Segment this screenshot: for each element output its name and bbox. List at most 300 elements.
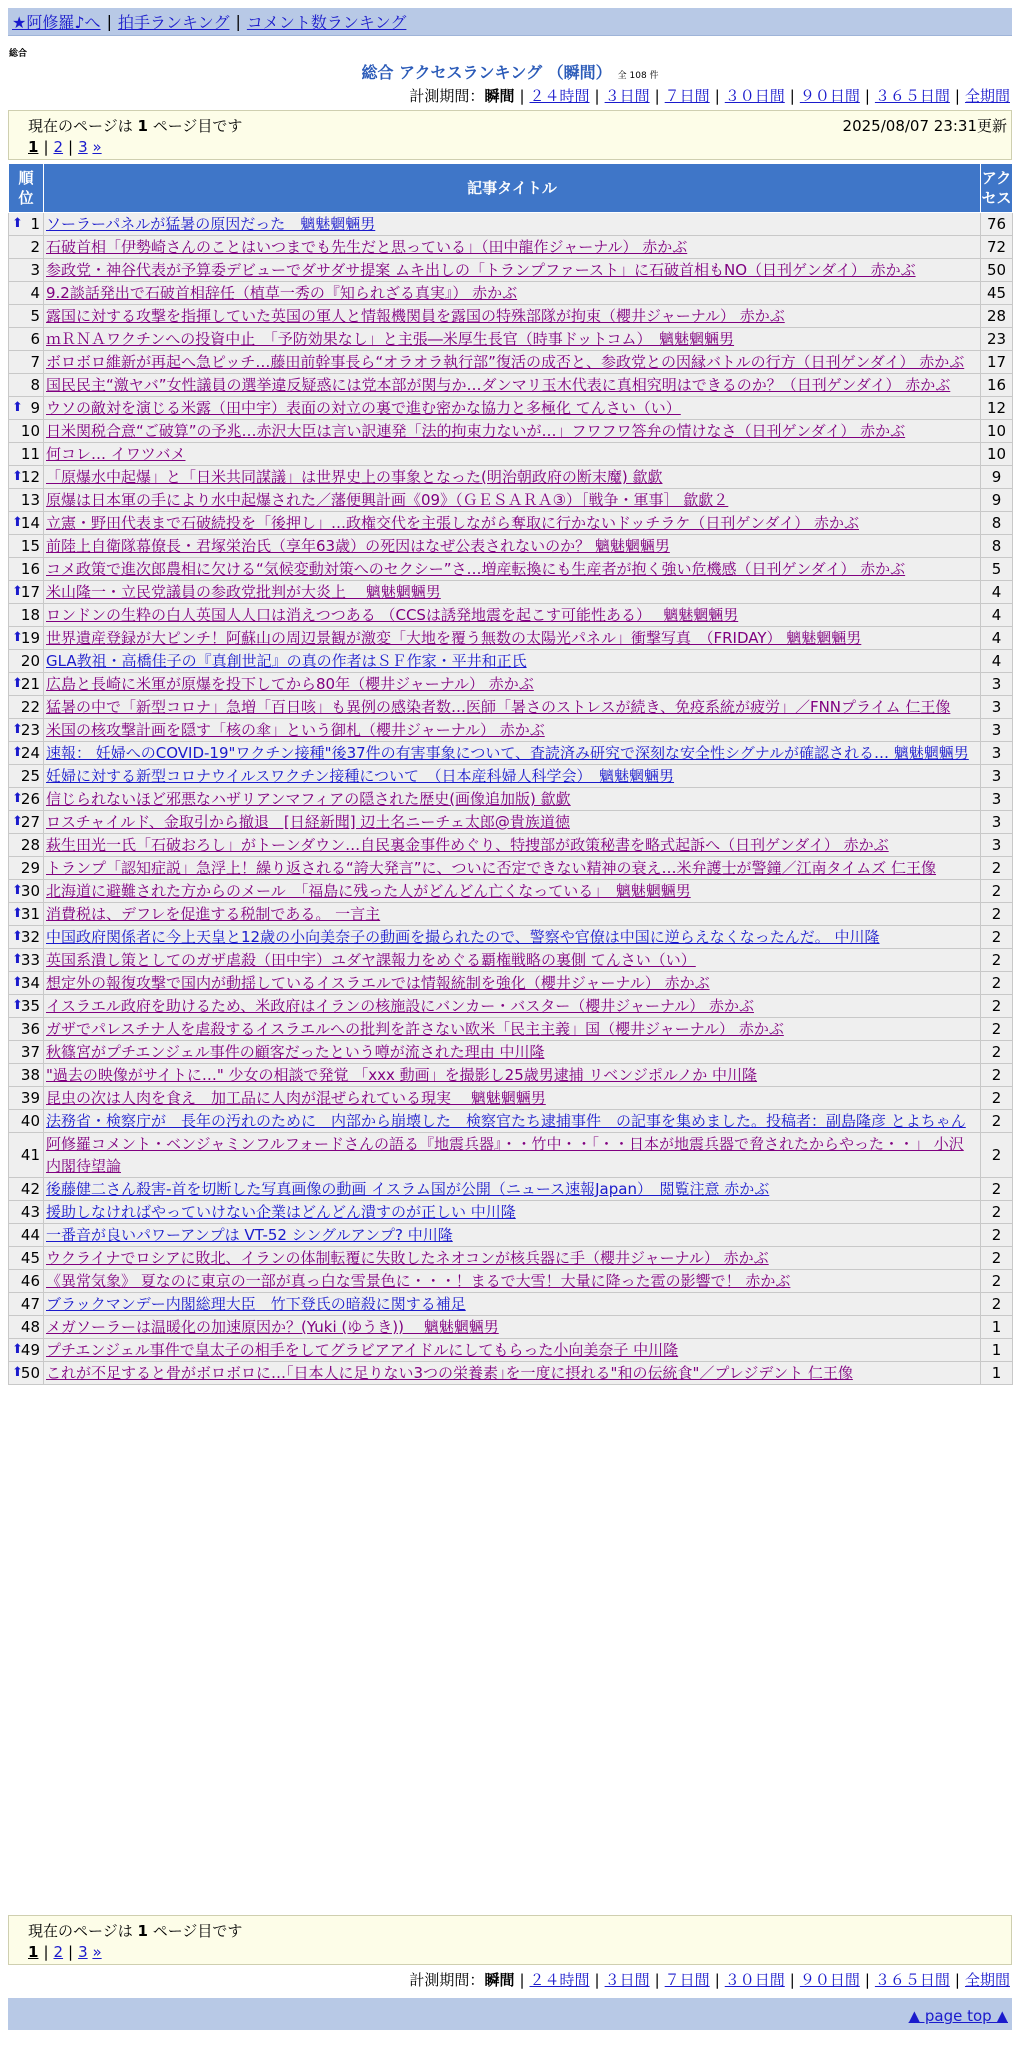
article-link[interactable]: これが不足すると骨がボロボロに…｢日本人に足りない3つの栄養素｣を一度に摂れる"和の伝統食"／プレジデント 仁王像 <box>46 1364 853 1382</box>
title-cell <box>44 765 981 788</box>
title-cell <box>44 834 981 857</box>
up-arrow-icon: ⬆ <box>12 883 23 898</box>
article-link[interactable]: 秋篠宮がプチエンジェル事件の顧客だったという噂が流された理由 中川隆 <box>46 1043 545 1061</box>
title-cell <box>44 558 981 581</box>
access-count: 2 <box>981 926 1013 949</box>
rank-number: 13 <box>20 491 40 509</box>
title-cell <box>44 328 981 351</box>
title-cell <box>44 972 981 995</box>
up-arrow-icon: ⬆ <box>12 584 23 599</box>
rank-number: 46 <box>20 1272 40 1290</box>
article-link[interactable]: メガソーラーは温暖化の加速原因か？(Yuki (ゆうき)) 魑魅魍魎男 <box>46 1318 499 1336</box>
title-cell <box>44 1110 981 1133</box>
article-link[interactable]: 消費税は、デフレを促進する税制である。 一言主 <box>46 905 381 923</box>
title-cell <box>44 466 981 489</box>
article-link[interactable]: 想定外の報復攻撃で国内が動揺しているイスラエルでは情報統制を強化（櫻井ジャーナル） 赤かぶ <box>46 974 710 992</box>
article-link[interactable]: 日米関税合意“ご破算”の予兆…赤沢大臣は言い訳連発「法的拘束力ないが…」フワフワ答弁の情けなさ（日刊ゲンダイ） 赤かぶ <box>46 422 906 440</box>
period-link[interactable]: ３６５日間 <box>874 1971 950 1989</box>
table-row <box>9 512 1013 535</box>
table-row <box>9 673 1013 696</box>
access-count: 3 <box>981 696 1013 719</box>
access-count: 2 <box>981 1087 1013 1110</box>
table-row <box>9 742 1013 765</box>
table-header-row <box>9 164 1013 213</box>
title-cell <box>44 1270 981 1293</box>
period-link[interactable]: 全期間 <box>964 1971 1010 1989</box>
title-cell <box>44 420 981 443</box>
rank-number: 39 <box>20 1089 40 1107</box>
table-row <box>9 374 1013 397</box>
period-link[interactable]: ３日間 <box>604 1971 650 1989</box>
title-cell <box>44 374 981 397</box>
access-count: 4 <box>981 581 1013 604</box>
period-label: 計測期間： <box>409 1971 485 1989</box>
access-count: 17 <box>981 351 1013 374</box>
period-separator: | <box>714 1971 720 1989</box>
table-row <box>9 1087 1013 1110</box>
rank-cell <box>9 420 44 443</box>
article-link[interactable]: 9.2談話発出で石破首相辞任（植草一秀の『知られざる真実』） 赤かぶ <box>46 284 518 302</box>
up-arrow-icon: ⬆ <box>12 906 23 921</box>
rank-number: 19 <box>20 629 40 647</box>
title-cell <box>44 719 981 742</box>
up-arrow-icon: ⬆ <box>12 1342 23 1357</box>
title-cell <box>44 1316 981 1339</box>
title-cell <box>44 788 981 811</box>
access-count: 10 <box>981 443 1013 466</box>
title-cell <box>44 995 981 1018</box>
rank-number: 28 <box>20 836 40 854</box>
table-row <box>9 535 1013 558</box>
period-link[interactable]: ２４時間 <box>529 1971 590 1989</box>
rank-cell <box>9 834 44 857</box>
title-cell <box>44 512 981 535</box>
table-row <box>9 489 1013 512</box>
title-cell <box>44 236 981 259</box>
table-row <box>9 1064 1013 1087</box>
rank-cell <box>9 1270 44 1293</box>
rank-cell <box>9 1293 44 1316</box>
period-current: 瞬間 <box>484 1971 515 1989</box>
table-row <box>9 1362 1013 1385</box>
article-link[interactable]: 北海道に避難された方からのメール 「福島に残った人がどんどん亡くなっている」 魑魅魍魎男 <box>46 882 691 900</box>
table-row <box>9 811 1013 834</box>
rank-number: 20 <box>20 652 40 670</box>
article-link[interactable]: 国民民主“激ヤバ”女性議員の選挙違反疑惑には党本部が関与か…ダンマリ玉木代表に真相究明はできるのか？（日刊ゲンダイ） 赤かぶ <box>46 376 951 394</box>
article-link[interactable]: ウクライナでロシアに敗北、イランの体制転覆に失敗したネオコンが核兵器に手（櫻井ジャーナル） 赤かぶ <box>46 1249 769 1267</box>
table-row <box>9 558 1013 581</box>
table-row <box>9 972 1013 995</box>
footer-bar <box>8 1998 1012 2030</box>
rank-number: 30 <box>20 882 40 900</box>
table-row <box>9 834 1013 857</box>
rank-cell <box>9 880 44 903</box>
rank-cell <box>9 213 44 236</box>
current-page-text: 現在のページは 1 ページ目です <box>28 1922 243 1940</box>
article-link[interactable]: ロンドンの生粋の白人英国人人口は消えつつある （CCSは誘発地震を起こす可能性ある） 魑魅魍魎男 <box>46 606 739 624</box>
title-cell <box>44 742 981 765</box>
article-link[interactable]: プチエンジェル事件で皇太子の相手をしてグラビアアイドルにしてもらった小向美奈子 中川隆 <box>46 1341 679 1359</box>
rank-number: 15 <box>20 537 40 555</box>
rank-cell <box>9 1362 44 1385</box>
table-row <box>9 259 1013 282</box>
period-separator: | <box>654 1971 660 1989</box>
access-count: 2 <box>981 1293 1013 1316</box>
access-count: 3 <box>981 811 1013 834</box>
table-row <box>9 1133 1013 1178</box>
table-row <box>9 1339 1013 1362</box>
title-header: 記事タイトル <box>44 164 981 213</box>
access-count: 45 <box>981 282 1013 305</box>
table-row <box>9 1247 1013 1270</box>
up-arrow-icon: ⬆ <box>12 745 23 760</box>
rank-cell <box>9 489 44 512</box>
nav-comment-ranking-link[interactable]: コメント数ランキング <box>246 13 407 32</box>
page-link[interactable]: 2 <box>53 138 64 156</box>
period-link[interactable]: ９０日間 <box>799 87 860 105</box>
page-link[interactable]: 3 <box>78 1943 88 1961</box>
rank-number: 6 <box>30 330 40 348</box>
access-count: 3 <box>981 673 1013 696</box>
title-cell <box>44 1247 981 1270</box>
rank-cell <box>9 604 44 627</box>
rank-cell <box>9 719 44 742</box>
top-nav <box>8 8 1012 36</box>
article-link[interactable]: 原爆は日本軍の手により水中起爆された／藩便興計画《09》（ＧＥＳＡＲＡ③）［戦争・軍事］ 歙歔２ <box>46 491 729 509</box>
rank-cell <box>9 1316 44 1339</box>
rank-number: 50 <box>20 1364 40 1382</box>
title-cell <box>44 650 981 673</box>
article-link[interactable]: ロスチャイルド、金取引から撤退 [日経新聞] 辺土名ニーチェ太郎@貴族道徳 <box>46 813 570 831</box>
period-link[interactable]: ２４時間 <box>529 87 590 105</box>
rank-cell <box>9 443 44 466</box>
article-link[interactable]: 後藤健二さん殺害-首を切断した写真画像の動画 イスラム国が公開（ニュース速報Japan） 閲覧注意 赤かぶ <box>46 1180 770 1198</box>
access-count: 4 <box>981 604 1013 627</box>
rank-cell <box>9 328 44 351</box>
title-cell <box>44 1041 981 1064</box>
access-count: 1 <box>981 1362 1013 1385</box>
article-link[interactable]: ソーラーパネルが猛暑の原因だった 魑魅魍魎男 <box>46 215 376 233</box>
period-separator: | <box>864 1971 870 1989</box>
rank-cell <box>9 995 44 1018</box>
access-count: 2 <box>981 1201 1013 1224</box>
rank-cell <box>9 857 44 880</box>
rank-cell <box>9 351 44 374</box>
rank-number: 5 <box>30 307 40 325</box>
rank-number: 44 <box>20 1226 40 1244</box>
article-link[interactable]: 何コレ… イワツバメ <box>46 445 186 463</box>
up-arrow-icon: ⬆ <box>12 929 23 944</box>
title-cell <box>44 351 981 374</box>
rank-cell <box>9 581 44 604</box>
page-separator: | <box>68 138 74 156</box>
up-arrow-icon: ⬆ <box>12 791 23 806</box>
nav-home-link[interactable]: ★阿修羅♪へ <box>12 13 101 32</box>
article-link[interactable]: 参政党・神谷代表が予算委デビューでダサダサ提案 ムキ出しの「トランプファースト」に石破首相もNO（日刊ゲンダイ） 赤かぶ <box>46 261 916 279</box>
access-header: アクセス <box>981 164 1013 213</box>
rank-cell <box>9 1110 44 1133</box>
rank-cell <box>9 1178 44 1201</box>
page-link[interactable]: 3 <box>78 138 88 156</box>
rank-cell <box>9 742 44 765</box>
title-cell <box>44 926 981 949</box>
article-link[interactable]: 信じられないほど邪悪なハザリアンマフィアの隠された歴史(画像追加版) 歙歔 <box>46 790 571 808</box>
table-row <box>9 213 1013 236</box>
access-count: 2 <box>981 995 1013 1018</box>
up-arrow-icon: ⬆ <box>12 814 23 829</box>
title-cell <box>44 811 981 834</box>
ranking-table <box>8 163 1013 1385</box>
period-separator: | <box>594 1971 600 1989</box>
period-link[interactable]: 全期間 <box>964 87 1010 105</box>
rank-number: 21 <box>20 675 40 693</box>
rank-number: 14 <box>20 514 40 532</box>
article-link[interactable]: 石破首相「伊勢崎さんのことはいつまでも先生だと思っている」（田中龍作ジャーナル） 赤かぶ <box>46 238 688 256</box>
rank-cell <box>9 903 44 926</box>
table-row <box>9 880 1013 903</box>
access-count: 16 <box>981 374 1013 397</box>
page-separator: | <box>43 1943 49 1961</box>
table-row <box>9 466 1013 489</box>
current-page-text: 現在のページは 1 ページ目です <box>28 117 243 135</box>
rank-cell <box>9 696 44 719</box>
access-count: 3 <box>981 834 1013 857</box>
page-title-text: 総合 アクセスランキング （瞬間） <box>361 63 612 82</box>
period-link[interactable]: ７日間 <box>664 1971 710 1989</box>
article-link[interactable]: 法務省・検察庁が 長年の汚れのために 内部から崩壊した 検察官たち逮捕事件 の記事を集めました。投稿者：副島隆彦 とよちゃん <box>46 1112 966 1130</box>
rank-cell <box>9 236 44 259</box>
rank-number: 16 <box>20 560 40 578</box>
title-cell <box>44 489 981 512</box>
article-link[interactable]: コメ政策で進次郎農相に欠ける“気候変動対策へのセクシー”さ…増産転換にも生産者が抱く強い危機感（日刊ゲンダイ） 赤かぶ <box>46 560 906 578</box>
table-row <box>9 1316 1013 1339</box>
rank-number: 25 <box>20 767 40 785</box>
table-row <box>9 926 1013 949</box>
article-link[interactable]: 英国系潰し策としてのガザ虐殺（田中宇）ユダヤ課報力をめぐる覇権戦略の裏側 てんさい（い） <box>46 951 696 969</box>
rank-number: 18 <box>20 606 40 624</box>
rank-number: 32 <box>20 928 40 946</box>
page-top-link[interactable]: ▲ page top ▲ <box>908 2007 1008 2025</box>
rank-number: 8 <box>30 376 40 394</box>
period-separator: | <box>864 87 870 105</box>
page-link[interactable]: 2 <box>53 1943 64 1961</box>
period-link[interactable]: ３０日間 <box>724 1971 785 1989</box>
rank-cell <box>9 558 44 581</box>
page-links <box>28 1943 102 1961</box>
article-link[interactable]: ウソの敵対を演じる米露（田中宇）表面の対立の裏で進む密かな協力と多極化 てんさい（い） <box>46 399 681 417</box>
article-link[interactable]: 米国の核攻撃計画を隠す「核の傘」という御札（櫻井ジャーナル） 赤かぶ <box>46 721 545 739</box>
table-row <box>9 857 1013 880</box>
period-separator: | <box>954 87 960 105</box>
table-row <box>9 650 1013 673</box>
article-link[interactable]: ガザでパレスチナ人を虐殺するイスラエルへの批判を許さない欧米「民主主義」国（櫻井ジャーナル） 赤かぶ <box>46 1020 784 1038</box>
period-link[interactable]: ３日間 <box>604 87 650 105</box>
up-arrow-icon: ⬆ <box>12 400 23 415</box>
article-link[interactable]: 中国政府関係者に今上天皇と12歳の小向美奈子の動画を撮られたので、警察や官僚は中国に逆らえなくなったんだ。 中川隆 <box>46 928 880 946</box>
access-count: 23 <box>981 328 1013 351</box>
period-link[interactable]: ９０日間 <box>799 1971 860 1989</box>
period-link[interactable]: ７日間 <box>664 87 710 105</box>
title-cell <box>44 673 981 696</box>
article-link[interactable]: ブラックマンデー内閣総理大臣 竹下登氏の暗殺に関する補足 <box>46 1295 466 1313</box>
title-cell <box>44 949 981 972</box>
table-row <box>9 949 1013 972</box>
updated-timestamp: 2025/08/07 23:31更新 <box>842 117 1007 135</box>
title-cell <box>44 696 981 719</box>
article-link[interactable]: 世界遺産登録が大ピンチ！阿蘇山の周辺景観が激変「大地を覆う無数の太陽光パネル」衝撃写真 （FRIDAY） 魑魅魍魎男 <box>46 629 862 647</box>
access-count: 28 <box>981 305 1013 328</box>
article-link[interactable]: "過去の映像がサイトに…" 少女の相談で発覚 「xxx 動画」を撮影し25歳男逮捕 リベンジポルノか 中川隆 <box>46 1066 758 1084</box>
article-link[interactable]: 「原爆水中起爆」と「日米共同謀議」は世界史上の事象となった(明治朝政府の断末魔) 歙歔 <box>46 468 663 486</box>
table-row <box>9 1110 1013 1133</box>
table-row <box>9 1018 1013 1041</box>
up-arrow-icon: ⬆ <box>12 515 23 530</box>
up-arrow-icon: ⬆ <box>12 1365 23 1380</box>
article-link[interactable]: 猛暑の中で「新型コロナ」急増「百日咳」も異例の感染者数…医師「暑さのストレスが続き、免疫系統が疲労」／FNNプライム 仁王像 <box>46 698 951 716</box>
article-link[interactable]: ｍＲＮＡワクチンへの投資中止 「予防効果なし」と主張―米厚生長官（時事ドットコム） 魑魅魍魎男 <box>46 330 735 348</box>
article-link[interactable]: 昆虫の次は人肉を食え 加工品に人肉が混ぜられている現実 魑魅魍魎男 <box>46 1089 546 1107</box>
rank-number: 22 <box>20 698 40 716</box>
rank-cell <box>9 1018 44 1041</box>
article-link[interactable]: 露国に対する攻撃を指揮していた英国の軍人と情報機関員を露国の特殊部隊が拘束（櫻井ジャーナル） 赤かぶ <box>46 307 785 325</box>
access-count: 4 <box>981 650 1013 673</box>
page-links <box>28 138 102 156</box>
title-cell <box>44 604 981 627</box>
rank-cell <box>9 466 44 489</box>
article-link[interactable]: 前陸上自衛隊幕僚長・君塚栄治氏（享年63歳）の死因はなぜ公表されないのか？ 魑魅魍魎男 <box>46 537 670 555</box>
article-link[interactable]: 速報： 妊婦へのCOVID-19"ワクチン接種"後37件の有害事象について、査読済み研究で深刻な安全性シグナルが確認される… 魑魅魍魎男 <box>46 744 969 762</box>
title-cell <box>44 627 981 650</box>
access-count: 8 <box>981 512 1013 535</box>
article-link[interactable]: GLA教祖・高橋佳子の『真創世記』の真の作者はＳＦ作家・平井和正氏 <box>46 652 527 670</box>
period-separator: | <box>654 87 660 105</box>
period-separator: | <box>789 1971 795 1989</box>
next-page-link[interactable]: » <box>92 138 102 156</box>
article-link[interactable]: 広島と長崎に米軍が原爆を投下してから80年（櫻井ジャーナル） 赤かぶ <box>46 675 534 693</box>
access-count: 12 <box>981 397 1013 420</box>
category-label: 総合 <box>9 49 28 59</box>
page-separator: | <box>68 1943 74 1961</box>
article-link[interactable]: 米山隆一・立民党議員の参政党批判が大炎上 魑魅魍魎男 <box>46 583 441 601</box>
current-page-number: 1 <box>28 1943 39 1961</box>
rank-cell <box>9 949 44 972</box>
table-row <box>9 328 1013 351</box>
access-count: 2 <box>981 1178 1013 1201</box>
rank-cell <box>9 765 44 788</box>
article-link[interactable]: イスラエル政府を助けるため、米政府はイランの核施設にバンカー・バスター（櫻井ジャーナル） 赤かぶ <box>46 997 754 1015</box>
table-row <box>9 788 1013 811</box>
next-page-link[interactable]: » <box>92 1943 102 1961</box>
rank-number: 41 <box>20 1146 40 1164</box>
current-page-number: 1 <box>28 138 39 156</box>
rank-cell <box>9 397 44 420</box>
period-separator: | <box>789 87 795 105</box>
rank-cell <box>9 1064 44 1087</box>
rank-cell <box>9 1087 44 1110</box>
period-link[interactable]: ３０日間 <box>724 87 785 105</box>
pagination-top <box>8 110 1012 160</box>
table-row <box>9 420 1013 443</box>
total-count: 全 108 件 <box>617 71 659 81</box>
article-link[interactable]: 一番音が良いパワーアンプは VT-52 シングルアンプ? 中川隆 <box>46 1226 453 1244</box>
title-cell <box>44 1133 981 1178</box>
rank-number: 49 <box>20 1341 40 1359</box>
access-count: 1 <box>981 1316 1013 1339</box>
access-count: 2 <box>981 1224 1013 1247</box>
rank-number: 11 <box>20 445 40 463</box>
rank-cell <box>9 259 44 282</box>
up-arrow-icon: ⬆ <box>12 469 23 484</box>
rank-number: 24 <box>20 744 40 762</box>
access-count: 3 <box>981 719 1013 742</box>
nav-clap-ranking-link[interactable]: 拍手ランキング <box>117 13 230 32</box>
rank-cell <box>9 972 44 995</box>
article-link[interactable]: 《異常気象》 夏なのに東京の一部が真っ白な雪景色に・・・！まるで大雪！大量に降った雹の影響で！ 赤かぶ <box>46 1272 791 1290</box>
period-selector-top <box>409 85 1010 106</box>
access-count: 2 <box>981 857 1013 880</box>
article-link[interactable]: 妊婦に対する新型コロナウイルスワクチン接種について （日本産科婦人科学会） 魑魅魍魎男 <box>46 767 675 785</box>
period-link[interactable]: ３６５日間 <box>874 87 950 105</box>
table-row <box>9 1178 1013 1201</box>
title-cell <box>44 1064 981 1087</box>
title-cell <box>44 259 981 282</box>
article-link[interactable]: 立憲・野田代表まで石破続投を「後押し」…政権交代を主張しながら奪取に行かないドッチラケ（日刊ゲンダイ） 赤かぶ <box>46 514 859 532</box>
pagination-bottom <box>8 1915 1012 1965</box>
period-separator: | <box>954 1971 960 1989</box>
rank-cell <box>9 1339 44 1362</box>
table-row <box>9 305 1013 328</box>
page-separator: | <box>43 138 49 156</box>
access-count: 2 <box>981 1110 1013 1133</box>
table-row <box>9 765 1013 788</box>
title-cell <box>44 1018 981 1041</box>
article-link[interactable]: トランプ「認知症説」急浮上！繰り返される“誇大発言”に、ついに否定できない精神の衰え…米弁護士が警鐘／江南タイムズ 仁王像 <box>46 859 937 877</box>
rank-number: 40 <box>20 1112 40 1130</box>
access-count: 2 <box>981 880 1013 903</box>
access-count: 8 <box>981 535 1013 558</box>
title-cell <box>44 581 981 604</box>
rank-cell <box>9 282 44 305</box>
rank-cell <box>9 535 44 558</box>
access-count: 2 <box>981 949 1013 972</box>
rank-cell <box>9 1041 44 1064</box>
article-link[interactable]: 萩生田光一氏「石破おろし」がトーンダウン…自民裏金事件めぐり、特捜部が政策秘書を略式起訴へ（日刊ゲンダイ） 赤かぶ <box>46 836 889 854</box>
article-link[interactable]: ボロボロ維新が再起へ急ピッチ…藤田前幹事長ら“オラオラ執行部”復活の成否と、参政党との因縁バトルの行方（日刊ゲンダイ） 赤かぶ <box>46 353 965 371</box>
rank-number: 1 <box>30 215 40 233</box>
article-link[interactable]: 援助しなければやっていけない企業はどんどん潰すのが正しい 中川隆 <box>46 1203 516 1221</box>
rank-number: 12 <box>20 468 40 486</box>
rank-number: 9 <box>30 399 40 417</box>
access-count: 76 <box>981 213 1013 236</box>
rank-number: 38 <box>20 1066 40 1084</box>
access-count: 2 <box>981 972 1013 995</box>
up-arrow-icon: ⬆ <box>12 676 23 691</box>
table-row <box>9 995 1013 1018</box>
rank-cell <box>9 305 44 328</box>
article-link[interactable]: 阿修羅コメント・ベンジャミンフルフォードさんの語る『地震兵器』・・竹中・・「・・日本が地震兵器で脅されたからやった・・」 小沢内閣待望論 <box>46 1135 964 1175</box>
rank-number: 23 <box>20 721 40 739</box>
access-count: 2 <box>981 1064 1013 1087</box>
table-row <box>9 696 1013 719</box>
nav-separator: | <box>235 12 241 31</box>
rank-number: 42 <box>20 1180 40 1198</box>
table-row <box>9 627 1013 650</box>
title-cell <box>44 1201 981 1224</box>
title-cell <box>44 880 981 903</box>
title-cell <box>44 857 981 880</box>
rank-header: 順位 <box>9 164 44 213</box>
title-cell <box>44 1224 981 1247</box>
